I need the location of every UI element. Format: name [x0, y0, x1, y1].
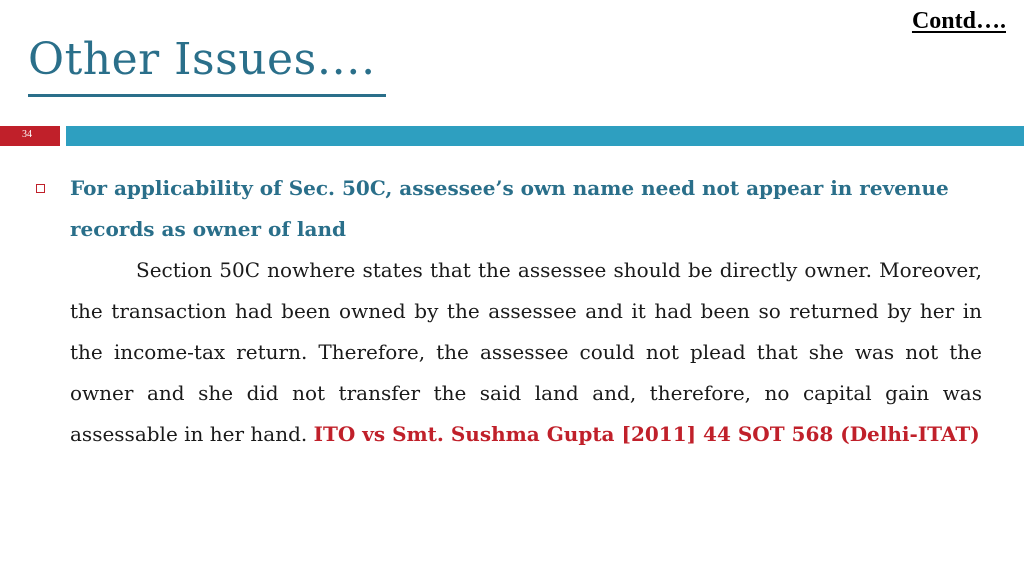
bullet-heading: For applicability of Sec. 50C, assessee’s own name need not appear in revenue records as owner of land — [70, 176, 949, 241]
hollow-square-bullet-icon — [36, 184, 45, 193]
case-citation: ITO vs Smt. Sushma Gupta [2011] 44 SOT 568 (Delhi-ITAT) — [313, 422, 980, 446]
content-area — [70, 168, 982, 455]
title-underline — [28, 94, 386, 97]
body-text: Section 50C nowhere states that the assessee should be directly owner. Moreover, the transaction had been owned by the assessee and it had been so returned by her in the income-tax return. Therefore, the assessee could not plead that she was not the owner and she did not transfer the said land and, therefore, no capital gain was assessable in her hand. — [70, 258, 982, 446]
slide-title: Other Issues…. — [28, 34, 376, 85]
slide-number: 34 — [22, 129, 32, 140]
body-paragraph — [70, 250, 982, 455]
contd-label: Contd…. — [911, 8, 1006, 34]
header-divider-bar — [66, 126, 1024, 146]
